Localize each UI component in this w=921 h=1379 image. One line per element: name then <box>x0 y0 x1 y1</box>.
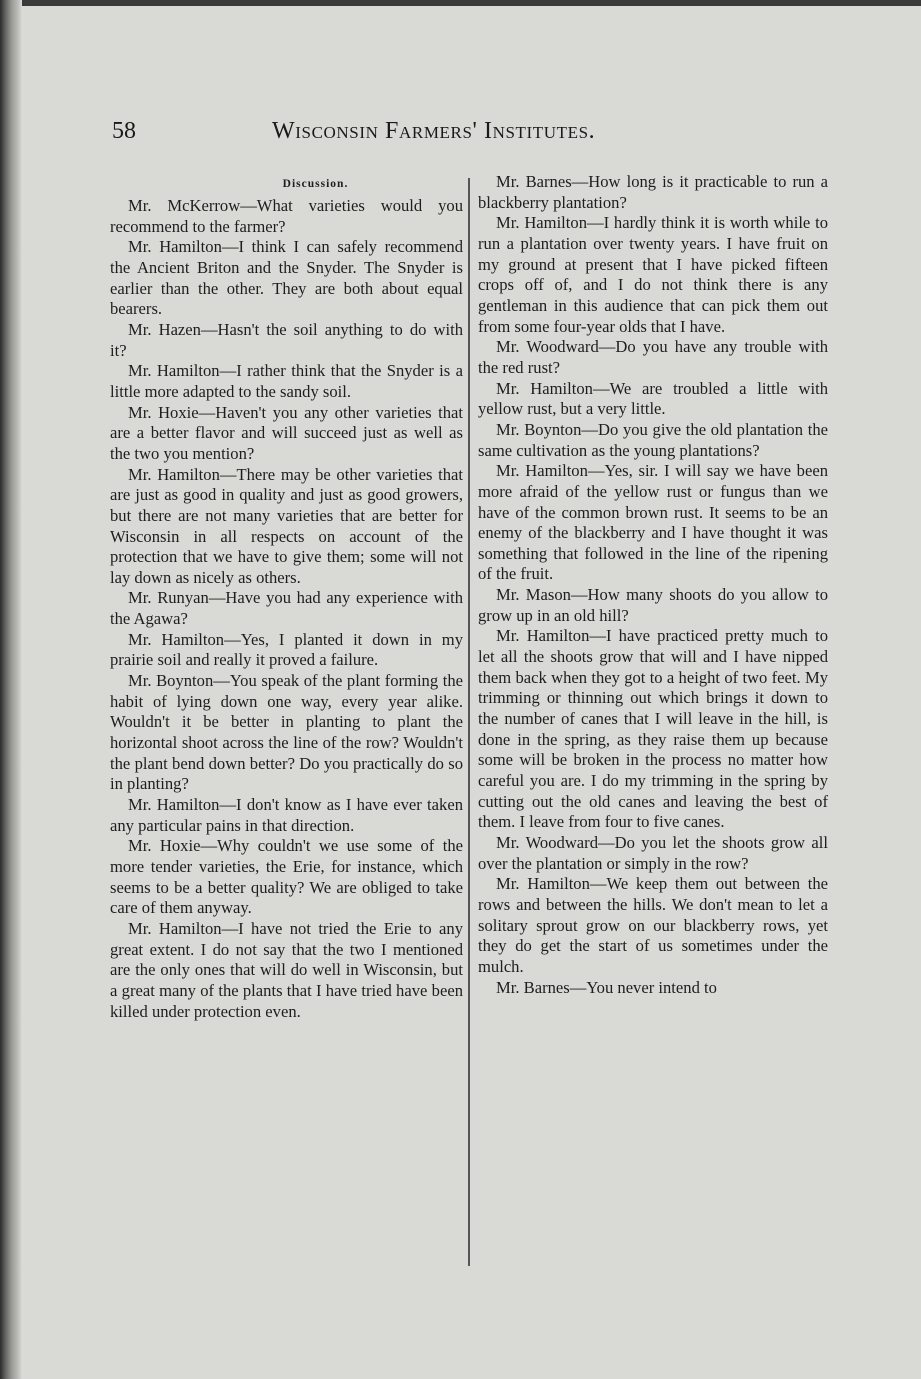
paragraph: Mr. Boynton—You speak of the plant forming the habit of lying down one way, every year alike. Wouldn't it be better in planting to plant the horizontal shoot across the line of the row? Wouldn't the plant bend down better? Do you practically do so in planting? <box>110 671 463 794</box>
running-head: Wisconsin Farmers' Institutes. <box>272 118 596 144</box>
column-divider <box>468 178 470 1266</box>
paragraph: Mr. Hamilton—I rather think that the Snyder is a little more adapted to the sandy soil. <box>110 361 463 401</box>
paragraph: Mr. Boynton—Do you give the old plantation the same cultivation as the young plantations? <box>478 419 828 460</box>
paragraph: Mr. Runyan—Have you had any experience with the Agawa? <box>110 588 463 629</box>
page-header <box>0 118 921 158</box>
paragraph: Mr. Hazen—Hasn't the soil anything to do with it? <box>110 319 463 360</box>
paragraph: Mr. Hamilton—I think I can safely recommend the Ancient Briton and the Snyder. The Snyder is earlier than the other. They are both about equal bearers. <box>110 237 463 319</box>
paragraph: Mr. Barnes—You never intend to <box>496 977 717 997</box>
paragraph: Mr. Mason—How many shoots do you allow to grow up in an old hill? <box>478 585 828 625</box>
paragraph: Mr. Hamilton—I don't know as I have ever taken any particular pains in that direction. <box>110 795 463 835</box>
right-column <box>478 172 828 998</box>
book-binding-gutter <box>0 0 22 1379</box>
paragraph: Mr. Hamilton—We keep them out between the rows and between the hills. We don't mean to let a solitary sprout grow on our blackberry rows, yet they do get the start of us sometimes under the mulch. <box>478 874 828 976</box>
paragraph: Mr. Hamilton—There may be other varieties that are just as good in quality and just as good growers, but there are not many varieties that are better for Wisconsin in all respects on account of the protection that we have to give them; some will not lay down as nicely as others. <box>110 464 463 587</box>
section-heading: Discussion. <box>282 178 349 190</box>
left-column <box>110 172 463 1022</box>
paragraph: Mr. Barnes—How long is it practicable to run a blackberry plantation? <box>478 172 828 212</box>
paragraph: Mr. Hoxie—Why couldn't we use some of the more tender varieties, the Erie, for instance, which seems to be a better quality? We are obliged to take care of them anyway. <box>110 836 463 918</box>
paragraph: Mr. Woodward—Do you have any trouble with the red rust? <box>478 337 828 377</box>
paragraph: Mr. McKerrow—What varieties would you recommend to the farmer? <box>110 196 463 236</box>
paragraph: Mr. Hamilton—Yes, I planted it down in my prairie soil and really it proved a failure. <box>110 629 463 670</box>
paragraph: Mr. Hamilton—I have not tried the Erie to any great extent. I do not say that the two I mentioned are the only ones that will do well in Wisconsin, but a great many of the plants that I have tried have been killed under protection even. <box>110 918 463 1021</box>
paragraph: Mr. Hamilton—I hardly think it is worth while to run a plantation over twenty years. I have fruit on my ground at present that I have picked fifteen crops off of, and I do not think there is any gentleman in this audience that can pick them out from some four-year olds that I have. <box>478 213 828 336</box>
scan-top-edge <box>0 0 921 6</box>
paragraph: Mr. Woodward—Do you let the shoots grow all over the plantation or simply in the row? <box>478 833 828 873</box>
paragraph: Mr. Hoxie—Haven't you any other varieties that are a better flavor and will succeed just as well as the two you mention? <box>110 402 463 463</box>
paragraph: Mr. Hamilton—We are troubled a little with yellow rust, but a very little. <box>478 378 828 419</box>
page-number: 58 <box>112 118 136 144</box>
paragraph: Mr. Hamilton—Yes, sir. I will say we have been more afraid of the yellow rust or fungus than we have of the common brown rust. It seems to be an enemy of the blackberry and I have thought it was something that followed in the line of the ripening of the fruit. <box>478 461 828 584</box>
paragraph: Mr. Hamilton—I have practiced pretty much to let all the shoots grow that will and I have nipped them back when they got to a height of two feet. My trimming or thinning out which brings it down to the number of canes that I will leave in the hill, is done in the spring, as they raise them up because some will be broken in the process no matter how careful you are. I do my trimming in the spring by cutting out the old canes and leaving the best of them. I leave from four to five canes. <box>478 626 828 832</box>
